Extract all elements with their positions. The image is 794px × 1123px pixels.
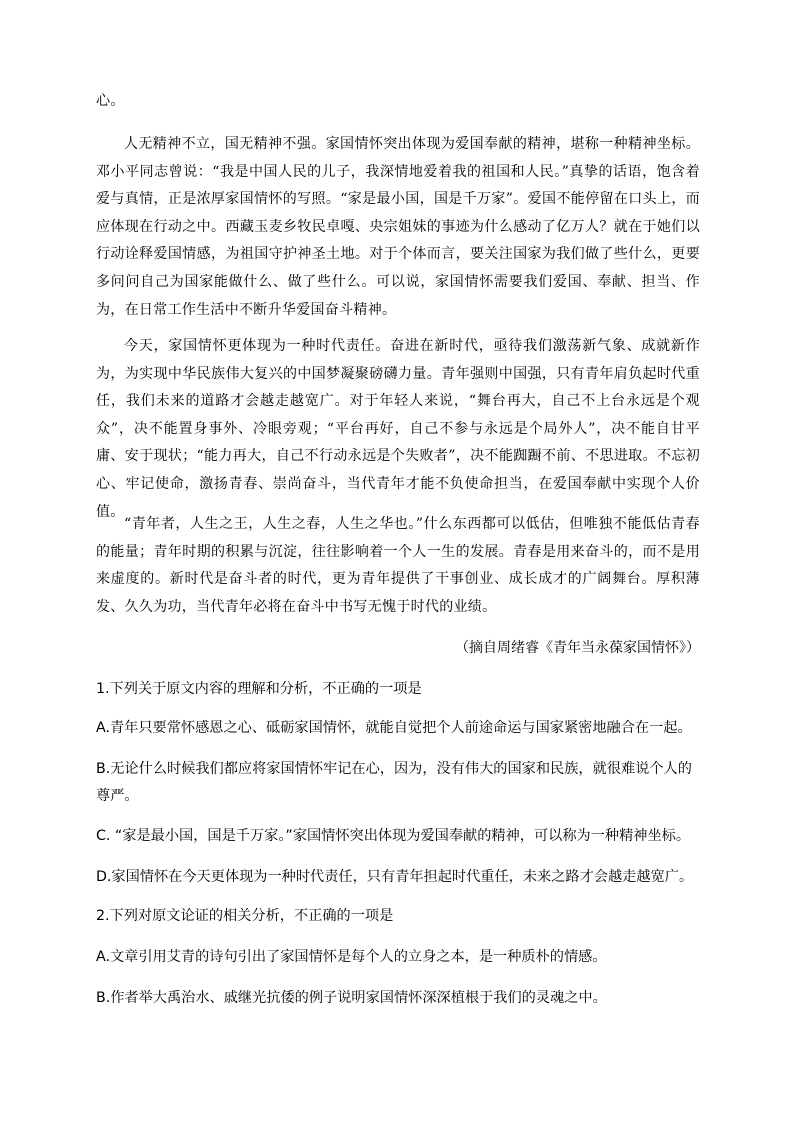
paragraph-youth: “青年者，人生之王，人生之春，人生之华也。”什么东西都可以低估，但唯独不能低估青春的能量；青年时期的积累与沉淀，往往影响着一个人一生的发展。青春是用来奋斗的，而不是用来虚度的。新时代是奋斗者的时代，更为青年提供了干事创业、成长成才的广阔舞台。厚积薄发、久久为功，当代青年必将在奋斗中书写无愧于时代的业绩。 (96, 516, 700, 615)
paragraph-spirit: 人无精神不立，国无精神不强。家国情怀突出体现为爱国奉献的精神，堪称一种精神坐标。邓小平同志曾说：“我是中国人民的儿子，我深情地爱着我的祖国和人民。”真挚的话语，饱含着爱与真情，正是浓厚家国情怀的写照。“家是最小国，国是千万家”。爱国不能停留在口头上，而应体现在行动之中。西藏玉麦乡牧民卓嘎、央宗姐妹的事迹为什么感动了亿万人？就在于她们以行动诠释爱国情感，为祖国守护神圣土地。对于个体而言，要关注国家为我们做了些什么，更要多问问自己为国家能做什么、做了些什么。可以说，家国情怀需要我们爱国、奉献、担当、作为，在日常工作生活中不断升华爱国奋斗精神。 (96, 136, 700, 318)
question-2-option-a: A.文章引用艾青的诗句引出了家国情怀是每个人的立身之本，是一种质朴的情感。 (96, 949, 607, 965)
source-citation: （摘自周绪睿《青年当永葆家国情怀》） (455, 640, 700, 656)
question-1-option-b: B.无论什么时候我们都应将家国情怀牢记在心，因为，没有伟大的国家和民族，就很难说个人的尊严。 (96, 761, 692, 804)
continuation-text: 心。 (96, 93, 125, 109)
question-2-stem: 2.下列对原文论证的相关分析，不正确的一项是 (96, 908, 394, 924)
question-1-option-c: C. “家是最小国，国是千万家。”家国情怀突出体现为爱国奉献的精神，可以称为一种精神坐标。 (96, 828, 691, 844)
question-1-stem: 1.下列关于原文内容的理解和分析，不正确的一项是 (96, 681, 422, 697)
question-1-option-d: D.家国情怀在今天更体现为一种时代责任，只有青年担起时代重任，未来之路才会越走越宽广。 (96, 869, 694, 885)
question-2-option-b: B.作者举大禹治水、戚继光抗倭的例子说明家国情怀深深植根于我们的灵魂之中。 (96, 990, 607, 1006)
paragraph-responsibility: 今天，家国情怀更体现为一种时代责任。奋进在新时代，亟待我们激荡新气象、成就新作为，为实现中华民族伟大复兴的中国梦凝聚磅礴力量。青年强则中国强，只有青年肩负起时代重任，我们未来的道路才会越走越宽广。对于年轻人来说，“舞台再大，自己不上台永远是个观众”，决不能置身事外、冷眼旁观；“平台再好，自己不参与永远是个局外人”，决不能自甘平庸、安于现状；“能力再大，自己不行动永远是个失败者”，决不能踟蹰不前、不思进取。不忘初心、牢记使命，激扬青春、崇尚奋斗，当代青年才能不负使命担当，在爱国奉献中实现个人价值。 (96, 338, 700, 520)
question-1-option-a: A.青年只要常怀感恩之心、砥砺家国情怀，就能自觉把个人前途命运与国家紧密地融合在一起。 (96, 720, 692, 736)
